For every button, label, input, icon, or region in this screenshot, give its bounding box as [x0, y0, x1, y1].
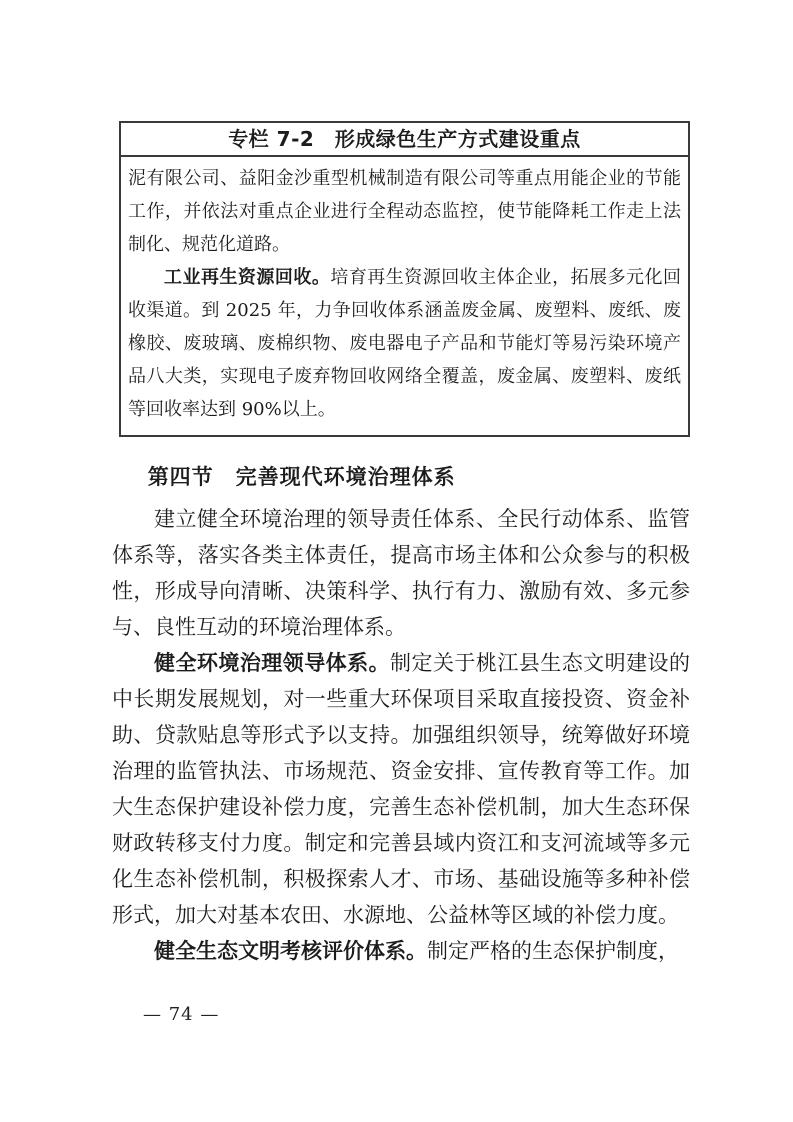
section-body	[112, 461, 690, 969]
body-paragraph-text: 制定关于桃江县生态文明建设的中长期发展规划，对一些重大环保项目采取直接投资、资金补助、贷款贴息等形式予以支持。加强组织领导，统筹做好环境治理的监管执法、市场规范、资金安排、宣传教育等工作。加大生态保护建设补偿力度，完善生态补偿机制，加大生态环保财政转移支付力度。制定和完善县域内资江和支河流域等多元化生态补偿机制，积极探索人才、市场、基础设施等多种补偿形式，加大对基本农田、水源地、公益林等区域的补偿力度。	[112, 651, 691, 927]
body-paragraph	[112, 645, 690, 933]
page-number: — 74 —	[143, 1004, 220, 1025]
body-paragraph	[112, 933, 690, 969]
body-paragraph-lead: 健全生态文明考核评价体系。	[154, 939, 427, 963]
highlight-box-7-2	[119, 121, 690, 437]
box-paragraph-text: 泥有限公司、益阳金沙重型机械制造有限公司等重点用能企业的节能工作，并依法对重点企业进行全程动态监控，使节能降耗工作走上法制化、规范化道路。	[128, 168, 681, 255]
box-title: 专栏 7-2 形成绿色生产方式建设重点	[121, 123, 688, 157]
section-heading: 第四节 完善现代环境治理体系	[147, 464, 456, 489]
box-body	[121, 157, 688, 435]
box-paragraph-text: 培育再生资源回收主体企业，拓展多元化回收渠道。到 2025 年，力争回收体系涵盖废金属、废塑料、废纸、废橡胶、废玻璃、废棉织物、废电器电子产品和节能灯等易污染环境产品八大类，实现电子废弃物回收网络全覆盖，废金属、废塑料、废纸等回收率达到 90%以上。	[128, 267, 682, 420]
body-paragraph-text: 制定严格的生态保护制度，	[427, 939, 679, 963]
box-paragraph-lead: 工业再生资源回收。	[164, 267, 331, 288]
body-paragraph	[112, 501, 690, 645]
box-paragraph	[128, 261, 681, 426]
body-paragraph-lead: 健全环境治理领导体系。	[154, 651, 391, 675]
body-paragraph-text: 建立健全环境治理的领导责任体系、全民行动体系、监管体系等，落实各类主体责任，提高市场主体和公众参与的积极性，形成导向清晰、决策科学、执行有力、激励有效、多元参与、良性互动的环境治理体系。	[112, 507, 690, 639]
box-paragraph	[128, 162, 681, 261]
